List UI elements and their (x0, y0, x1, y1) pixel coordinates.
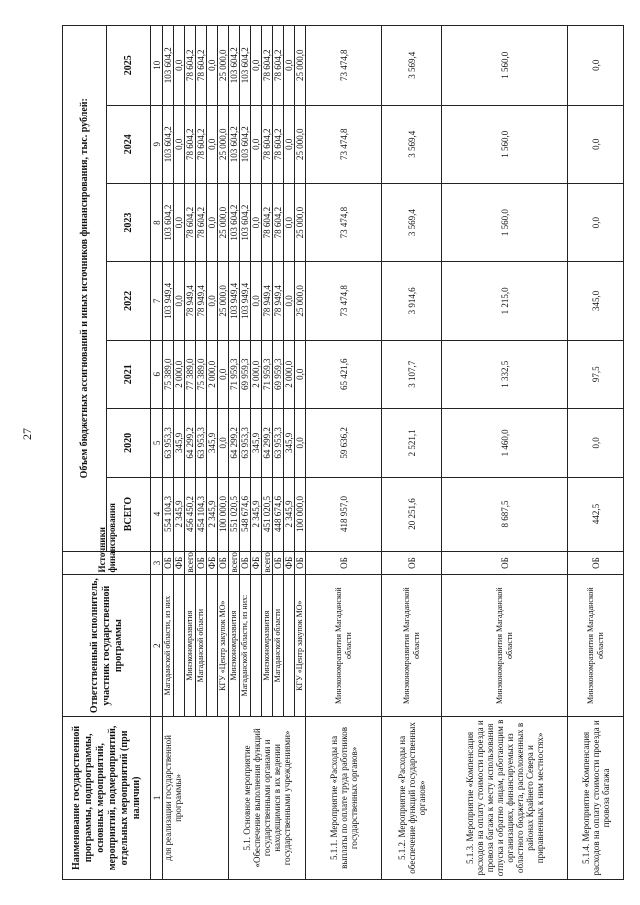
row-name: 5.1. Основное мероприятие «Обеспечение выполнения функций государственными органами и находящимися в их ведении государственными учреждениями» (229, 716, 306, 879)
value-cell: 3 107,7 (382, 340, 442, 409)
value-cell: 451 020,5 (262, 477, 273, 551)
value-cell: 1 460,0 (442, 409, 568, 478)
value-cell: 3 914,6 (382, 262, 442, 340)
value-cell: 71 959,3 (229, 340, 240, 409)
value-cell: 103 604,2 (229, 26, 240, 106)
value-cell: 0,0 (251, 183, 262, 261)
header-total: ВСЕГО (107, 477, 151, 551)
value-cell: 0,0 (174, 26, 185, 106)
value-cell: 1 560,0 (442, 26, 568, 106)
value-cell: 345,0 (568, 262, 624, 340)
value-cell: 0,0 (207, 262, 218, 340)
row-source: ФБ (251, 551, 262, 575)
value-cell: 78 604,2 (185, 26, 196, 106)
value-cell: 0,0 (295, 409, 306, 478)
value-cell: 8 687,5 (442, 477, 568, 551)
value-cell: 0,0 (284, 262, 295, 340)
row-executor (251, 575, 262, 716)
table-row (229, 26, 240, 880)
row-executor: Магаданской области (196, 575, 207, 716)
row-executor: Минэкономразвития (185, 575, 196, 716)
value-cell: 2 000,0 (251, 340, 262, 409)
value-cell: 103 949,4 (240, 262, 251, 340)
value-cell: 2 345,9 (207, 477, 218, 551)
value-cell: 65 421,6 (306, 340, 382, 409)
value-cell: 345,9 (284, 409, 295, 478)
value-cell: 103 604,2 (163, 105, 174, 183)
col-index: 3 (151, 551, 163, 575)
header-year: 2021 (107, 340, 151, 409)
row-source: ОБ (306, 551, 382, 575)
value-cell: 0,0 (207, 105, 218, 183)
value-cell: 0,0 (284, 26, 295, 106)
row-source: ОБ (273, 551, 284, 575)
header-year: 2024 (107, 105, 151, 183)
value-cell: 73 474,8 (306, 26, 382, 106)
col-index: 7 (151, 262, 163, 340)
value-cell: 78 604,2 (196, 183, 207, 261)
value-cell: 0,0 (568, 26, 624, 106)
row-source: ОБ (163, 551, 174, 575)
value-cell: 1 560,0 (442, 105, 568, 183)
value-cell: 63 953,3 (273, 409, 284, 478)
row-executor: Минэкономразвития (229, 575, 240, 716)
value-cell: 103 604,2 (240, 183, 251, 261)
value-cell: 75 389,0 (196, 340, 207, 409)
value-cell: 73 474,8 (306, 262, 382, 340)
row-source: ОБ (442, 551, 568, 575)
table-row (442, 26, 568, 880)
value-cell: 103 604,2 (163, 26, 174, 106)
value-cell: 2 000,0 (207, 340, 218, 409)
value-cell: 78 604,2 (185, 105, 196, 183)
value-cell: 63 953,3 (196, 409, 207, 478)
table-row (568, 26, 624, 880)
value-cell: 3 569,4 (382, 183, 442, 261)
value-cell: 0,0 (251, 262, 262, 340)
value-cell: 63 953,3 (163, 409, 174, 478)
row-executor: Магаданской области, из них (163, 575, 174, 716)
value-cell: 0,0 (295, 340, 306, 409)
value-cell: 100 000,0 (218, 477, 229, 551)
value-cell: 0,0 (284, 183, 295, 261)
value-cell: 103 949,4 (163, 262, 174, 340)
value-cell: 456 450,2 (185, 477, 196, 551)
row-executor (174, 575, 185, 716)
value-cell: 0,0 (207, 183, 218, 261)
header-year: 2022 (107, 262, 151, 340)
value-cell: 1 332,5 (442, 340, 568, 409)
row-source: ОБ (240, 551, 251, 575)
value-cell: 78 949,4 (262, 262, 273, 340)
value-cell: 103 604,2 (240, 105, 251, 183)
header-year: 2020 (107, 409, 151, 478)
value-cell: 448 674,6 (273, 477, 284, 551)
value-cell: 25 000,0 (218, 183, 229, 261)
header-year: 2023 (107, 183, 151, 261)
value-cell: 25 000,0 (218, 26, 229, 106)
value-cell: 25 000,0 (295, 105, 306, 183)
value-cell: 0,0 (568, 105, 624, 183)
table-row (163, 26, 174, 880)
col-index: 2 (151, 575, 163, 716)
value-cell: 0,0 (568, 183, 624, 261)
value-cell: 0,0 (218, 340, 229, 409)
table-row (306, 26, 382, 880)
value-cell: 0,0 (284, 105, 295, 183)
value-cell: 2 000,0 (284, 340, 295, 409)
value-cell: 69 959,3 (240, 340, 251, 409)
row-executor: Магаданской области, из них: (240, 575, 251, 716)
value-cell: 78 949,4 (273, 262, 284, 340)
value-cell: 548 674,6 (240, 477, 251, 551)
value-cell: 0,0 (251, 105, 262, 183)
value-cell: 78 604,2 (262, 183, 273, 261)
value-cell: 78 949,4 (196, 262, 207, 340)
value-cell: 418 957,0 (306, 477, 382, 551)
row-name: 5.1.3. Мероприятие «Компенсация расходов на оплату стоимости проезда и провоза багажа к месту использования отпуска и обратно лицам, работающим в организациях, финансируемых из областного бюджета, расположенных в районах Крайнего Севера и приравненных к ним местностях» (442, 716, 568, 879)
row-executor: Минэкономразвития Магаданской области (306, 575, 382, 716)
row-source: ОБ (295, 551, 306, 575)
value-cell: 0,0 (568, 409, 624, 478)
row-name: 5.1.2. Мероприятие «Расходы на обеспечение функций государственных органов» (382, 716, 442, 879)
value-cell: 103 949,4 (229, 262, 240, 340)
value-cell: 64 299,2 (185, 409, 196, 478)
column-index-row (151, 26, 163, 880)
row-source: всего (262, 551, 273, 575)
value-cell: 78 604,2 (273, 26, 284, 106)
table-row (382, 26, 442, 880)
col-index: 6 (151, 340, 163, 409)
table-body (163, 26, 624, 880)
value-cell: 0,0 (174, 183, 185, 261)
value-cell: 345,9 (251, 409, 262, 478)
value-cell: 25 000,0 (218, 105, 229, 183)
row-source: ФБ (174, 551, 185, 575)
row-executor (207, 575, 218, 716)
value-cell: 73 474,8 (306, 183, 382, 261)
value-cell: 551 020,5 (229, 477, 240, 551)
value-cell: 2 345,9 (284, 477, 295, 551)
value-cell: 103 604,2 (163, 183, 174, 261)
value-cell: 78 949,4 (185, 262, 196, 340)
row-source: ОБ (218, 551, 229, 575)
value-cell: 71 959,3 (262, 340, 273, 409)
value-cell: 78 604,2 (273, 105, 284, 183)
value-cell: 345,9 (174, 409, 185, 478)
row-name: для реализации государственной программы» (163, 716, 229, 879)
row-source: ФБ (284, 551, 295, 575)
value-cell: 64 299,2 (229, 409, 240, 478)
value-cell: 64 299,2 (262, 409, 273, 478)
value-cell: 78 604,2 (262, 26, 273, 106)
row-source: всего (229, 551, 240, 575)
value-cell: 103 604,2 (240, 26, 251, 106)
rotated-page (62, 25, 617, 880)
value-cell: 0,0 (174, 105, 185, 183)
value-cell: 345,9 (207, 409, 218, 478)
row-executor (284, 575, 295, 716)
row-executor: КГУ «Центр закупок МО» (218, 575, 229, 716)
value-cell: 554 104,3 (163, 477, 174, 551)
value-cell: 0,0 (251, 26, 262, 106)
header-executor: Ответственный исполнитель, участник государственной программы (63, 575, 151, 716)
row-source: ФБ (207, 551, 218, 575)
value-cell: 3 569,4 (382, 105, 442, 183)
value-cell: 0,0 (207, 26, 218, 106)
value-cell: 2 345,9 (251, 477, 262, 551)
value-cell: 78 604,2 (262, 105, 273, 183)
row-executor: Магаданской области (273, 575, 284, 716)
value-cell: 3 569,4 (382, 26, 442, 106)
funding-table (62, 25, 624, 880)
col-index: 9 (151, 105, 163, 183)
page-number: 27 (20, 428, 34, 440)
value-cell: 2 521,1 (382, 409, 442, 478)
col-index: 4 (151, 477, 163, 551)
col-index: 1 (151, 716, 163, 879)
value-cell: 0,0 (174, 262, 185, 340)
col-index: 8 (151, 183, 163, 261)
value-cell: 20 251,6 (382, 477, 442, 551)
value-cell: 103 604,2 (229, 183, 240, 261)
header-year: 2025 (107, 26, 151, 106)
header-name: Наименование государственной программы, подпрограммы, основных мероприятий, мероприятий, подмероприятий, отдельных мероприятий (при наличии) (63, 716, 151, 879)
value-cell: 103 604,2 (229, 105, 240, 183)
value-cell: 25 000,0 (218, 262, 229, 340)
value-cell: 1 215,0 (442, 262, 568, 340)
value-cell: 442,5 (568, 477, 624, 551)
row-executor: Минэкономразвития Магаданской области (568, 575, 624, 716)
value-cell: 73 474,8 (306, 105, 382, 183)
row-source: ОБ (382, 551, 442, 575)
value-cell: 78 604,2 (273, 183, 284, 261)
value-cell: 0,0 (218, 409, 229, 478)
value-cell: 25 000,0 (295, 26, 306, 106)
value-cell: 97,5 (568, 340, 624, 409)
value-cell: 2 345,9 (174, 477, 185, 551)
value-cell: 25 000,0 (295, 262, 306, 340)
row-executor: Минэкономразвития Магаданской области (442, 575, 568, 716)
value-cell: 77 389,0 (185, 340, 196, 409)
col-index: 5 (151, 409, 163, 478)
value-cell: 63 953,3 (240, 409, 251, 478)
header-funding: Объем бюджетных ассигнований и иных источников финансирования, тыс. рублей: (63, 26, 107, 552)
value-cell: 454 104,3 (196, 477, 207, 551)
value-cell: 75 389,0 (163, 340, 174, 409)
value-cell: 59 636,2 (306, 409, 382, 478)
col-index: 10 (151, 26, 163, 106)
row-executor: Минэкономразвития Магаданской области (382, 575, 442, 716)
row-source: ОБ (568, 551, 624, 575)
value-cell: 78 604,2 (196, 105, 207, 183)
row-name: 5.1.4. Мероприятие «Компенсация расходов на оплату стоимости проезда и провоза багажа (568, 716, 624, 879)
value-cell: 1 560,0 (442, 183, 568, 261)
value-cell: 25 000,0 (295, 183, 306, 261)
row-executor: КГУ «Центр закупок МО» (295, 575, 306, 716)
value-cell: 78 604,2 (185, 183, 196, 261)
row-source: ОБ (196, 551, 207, 575)
value-cell: 100 000,0 (295, 477, 306, 551)
value-cell: 78 604,2 (196, 26, 207, 106)
row-name: 5.1.1. Мероприятие «Расходы на выплаты по оплате труда работников государственных органов» (306, 716, 382, 879)
row-executor: Минэкономразвития (262, 575, 273, 716)
value-cell: 2 000,0 (174, 340, 185, 409)
value-cell: 69 959,3 (273, 340, 284, 409)
header-source: Источники финансирования (63, 551, 151, 575)
row-source: всего (185, 551, 196, 575)
